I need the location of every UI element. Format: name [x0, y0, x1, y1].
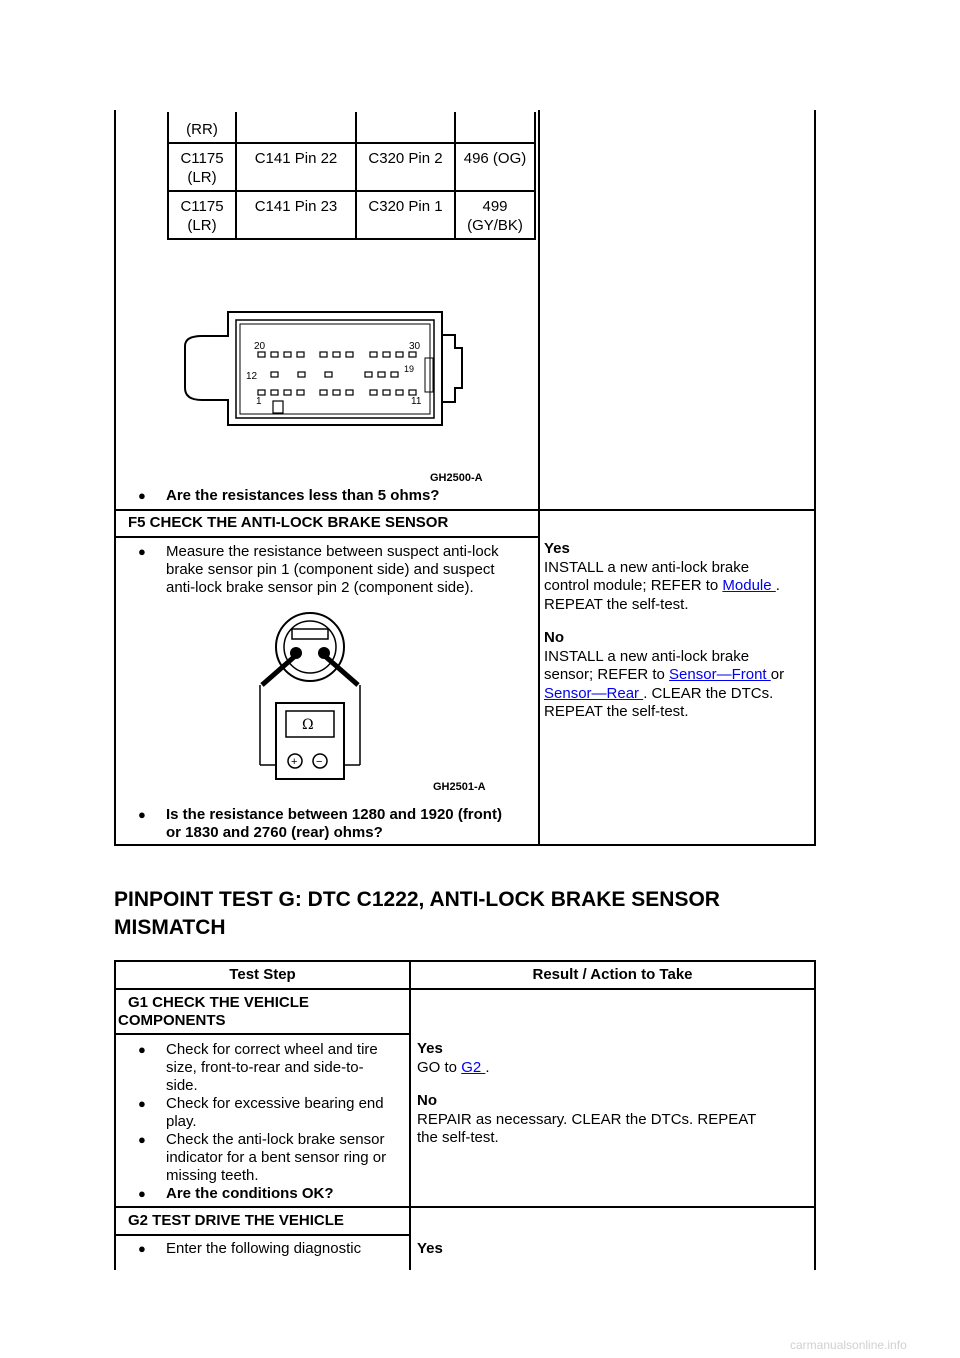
- pin-table-cell: C320 Pin 1: [368, 198, 443, 215]
- col-header-result: Result / Action to Take: [532, 966, 693, 983]
- pin-label: 12: [246, 371, 258, 382]
- outer-border-right: [814, 110, 816, 846]
- g1-bullet-wheel-tire: ● Check for correct wheel and tire size, front-to-rear and side-to- side.: [138, 1041, 378, 1094]
- plus-terminal: +: [291, 756, 298, 768]
- pin-table-cell: C1175 (LR): [180, 150, 224, 186]
- g2-heading: G2 TEST DRIVE THE VEHICLE: [128, 1212, 344, 1229]
- g1-bullet-bearing: ● Check for excessive bearing end play.: [138, 1095, 384, 1130]
- g2-result-yes: Yes: [417, 1240, 443, 1257]
- pin-label: 1: [256, 396, 262, 407]
- column-divider: [538, 110, 540, 846]
- outer-border-bottom: [114, 844, 816, 846]
- pin-table-cell: 499 (GY/BK): [467, 198, 523, 234]
- pin-table-cell: (RR): [186, 121, 218, 138]
- pin-table-cell: C141 Pin 23: [254, 198, 338, 215]
- minus-terminal: −: [316, 756, 323, 768]
- sensor-rear-link[interactable]: Sensor—Rear: [544, 684, 644, 702]
- f5-heading-border: [114, 536, 540, 538]
- g1-heading: G1 CHECK THE VEHICLE COMPONENTS: [118, 994, 309, 1029]
- f5-heading: F5 CHECK THE ANTI-LOCK BRAKE SENSOR: [128, 514, 449, 531]
- pin-table-cell: C1175 (LR): [180, 198, 224, 234]
- figure-code: GH2500-A: [430, 472, 483, 484]
- g2-link[interactable]: G2: [461, 1058, 486, 1076]
- pin-table-cell: C141 Pin 22: [254, 150, 338, 167]
- ohm-symbol: Ω: [302, 717, 314, 733]
- figure-code: GH2501-A: [433, 781, 486, 793]
- g1-result: Yes GO to G2 . No REPAIR as necessary. CLEAR the DTCs. REPEAT the self-test.: [417, 1040, 757, 1146]
- f5-result: Yes INSTALL a new anti-lock brake control module; REFER to Module . REPEAT the self-test. No INSTALL a new anti-lock brake sensor; REFER to Sensor—Front or Sensor—Rear . CLEAR the DTCs. REPEAT the self-test.: [544, 540, 785, 720]
- f5-question: ● Is the resistance between 1280 and 1920 (front) or 1830 and 2760 (rear) ohms?: [138, 806, 502, 841]
- pin-table-cell: 496 (OG): [463, 150, 527, 167]
- f5-top-border: [114, 509, 816, 511]
- sensor-front-link[interactable]: Sensor—Front: [669, 666, 771, 683]
- pin-label: 19: [404, 364, 415, 374]
- pin-label: 20: [254, 341, 266, 352]
- connector-diagram: [180, 300, 510, 490]
- pin-label: 11: [411, 396, 422, 407]
- f4-question: ● Are the resistances less than 5 ohms?: [138, 487, 440, 504]
- module-link[interactable]: Module: [722, 577, 776, 594]
- col-header-test-step: Test Step: [229, 966, 296, 983]
- watermark-footer: carmanualsonline.info: [790, 1338, 907, 1352]
- g1-question: ● Are the conditions OK?: [138, 1185, 334, 1202]
- outer-border-left: [114, 110, 116, 846]
- ohmmeter-diagram: [250, 605, 530, 795]
- pin-label: 30: [409, 341, 421, 352]
- pinpoint-title: PINPOINT TEST G: DTC C1222, ANTI-LOCK BRAKE SENSOR MISMATCH: [114, 888, 720, 939]
- pin-table-cell: C320 Pin 2: [368, 150, 443, 167]
- g1-bullet-sensor-indicator: ● Check the anti-lock brake sensor indicator for a bent sensor ring or missing teeth.: [138, 1131, 387, 1184]
- g2-bullet: ● Enter the following diagnostic: [138, 1240, 362, 1257]
- f5-instruction: ● Measure the resistance between suspect anti-lock brake sensor pin 1 (component side) and suspect anti-lock brake sensor pin 2 (component side).: [138, 543, 499, 596]
